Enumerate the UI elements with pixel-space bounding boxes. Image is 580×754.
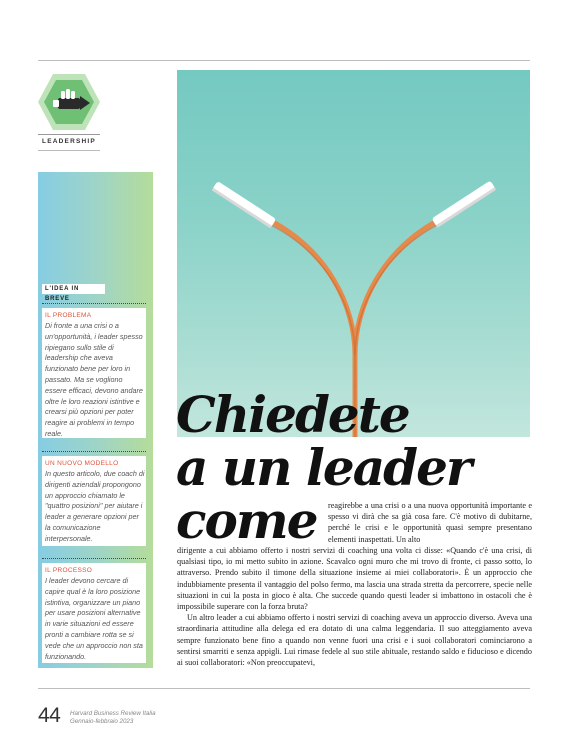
headline-line: a un leader bbox=[176, 438, 471, 497]
hero-illustration bbox=[177, 70, 530, 437]
sidebar-item-heading: UN NUOVO MODELLO bbox=[45, 460, 119, 467]
sidebar-divider bbox=[42, 451, 146, 452]
sidebar-item-text: Di fronte a una crisi o a un'opportunità, i leader spesso ripiegano sullo stile di leadership che aveva funzionato bene per loro in passato. Ma se vogliono essere efficaci, devono andare oltre le loro reazioni istintive e crearsi più opzioni per poter reagire ai problemi in tempo reale. bbox=[45, 321, 143, 438]
publication-name: Harvard Business Review Italia bbox=[70, 710, 156, 717]
hexagon-hand-icon bbox=[38, 72, 100, 132]
sidebar-item-text: I leader devono cercare di capire qual è la loro posizione istintiva, organizzare un piano per usare posizioni alternative in varie situazioni ed essere pronti a cambiare rotta se si vede che un approccio non sta funzionando. bbox=[45, 576, 143, 661]
article-body bbox=[177, 545, 532, 668]
headline-line: Chiedete bbox=[176, 385, 409, 444]
sidebar-item bbox=[42, 308, 146, 438]
sidebar-item-heading: IL PROBLEMA bbox=[45, 312, 92, 319]
sidebar-divider bbox=[42, 303, 146, 304]
top-rule bbox=[38, 60, 530, 61]
sidebar-item-heading: IL PROCESSO bbox=[45, 567, 93, 574]
street-lamp-illustration bbox=[177, 70, 530, 437]
section-rule bbox=[38, 134, 100, 135]
section-rule-bottom bbox=[38, 150, 100, 151]
sidebar-item bbox=[42, 563, 146, 663]
sidebar-divider bbox=[42, 558, 146, 559]
sidebar-item bbox=[42, 456, 146, 546]
section-badge bbox=[38, 72, 100, 132]
bottom-rule bbox=[38, 688, 530, 689]
publication-info bbox=[70, 710, 156, 726]
section-label: LEADERSHIP bbox=[42, 138, 96, 145]
headline-line: come bbox=[176, 491, 317, 550]
publication-issue: Gennaio-febbraio 2023 bbox=[70, 718, 134, 725]
sidebar-tag: L'IDEA IN BREVE bbox=[42, 284, 105, 294]
page-number: 44 bbox=[38, 704, 61, 727]
body-paragraph: dirigente a cui abbiamo offerto i nostri servizi di coaching una volta ci disse: «Quando c'è una crisi, di qualsiasi tipo, io mi metto subito in azione. Scavalco ogni muro che mi trovo di fronte, ci passo sotto, lo attraverso. Prendo subito il timone della situazione insieme ai miei collaboratori». È un approccio che indubbiamente presenta il vantaggio del polso fermo, ma lascia una strada stretta da percorrere, specie nelle situazioni in cui la posta in gioco è alta. Che succede quando questi leader si imbattono in ostacoli che è impossibile superare con la forza bruta? bbox=[177, 546, 532, 612]
sidebar-item-text: In questo articolo, due coach di dirigenti aziendali propongono un approccio chiamato le "quattro posizioni" per aiutare i leader a generare opzioni per la comunicazione interpersonale. bbox=[45, 469, 145, 543]
body-paragraph: Un altro leader a cui abbiamo offerto i nostri servizi di coaching aveva un approccio diverso. Aveva una straordinaria attitudine alla delega ed era dotato di una calma leggendaria. Il suo atteggiamento aveva sempre funzionato bene fino a quando non venne fuori una crisi e i suoi collaboratori cominciarono a sentirsi smarriti e senza appigli. Lui rimase fedele al suo stile abituale, restando saldo e fiducioso e dicendo ai suoi collaboratori: «Non preoccupatevi, bbox=[177, 613, 532, 668]
lede-text: reagirebbe a una crisi o a una nuova opportunità importante e spesso vi dirà che sa già cosa fare. C'è motivo di dubitarne, perché le crisi e le opportunità quasi sempre presentano elementi inaspettati. Un alto bbox=[328, 501, 532, 544]
